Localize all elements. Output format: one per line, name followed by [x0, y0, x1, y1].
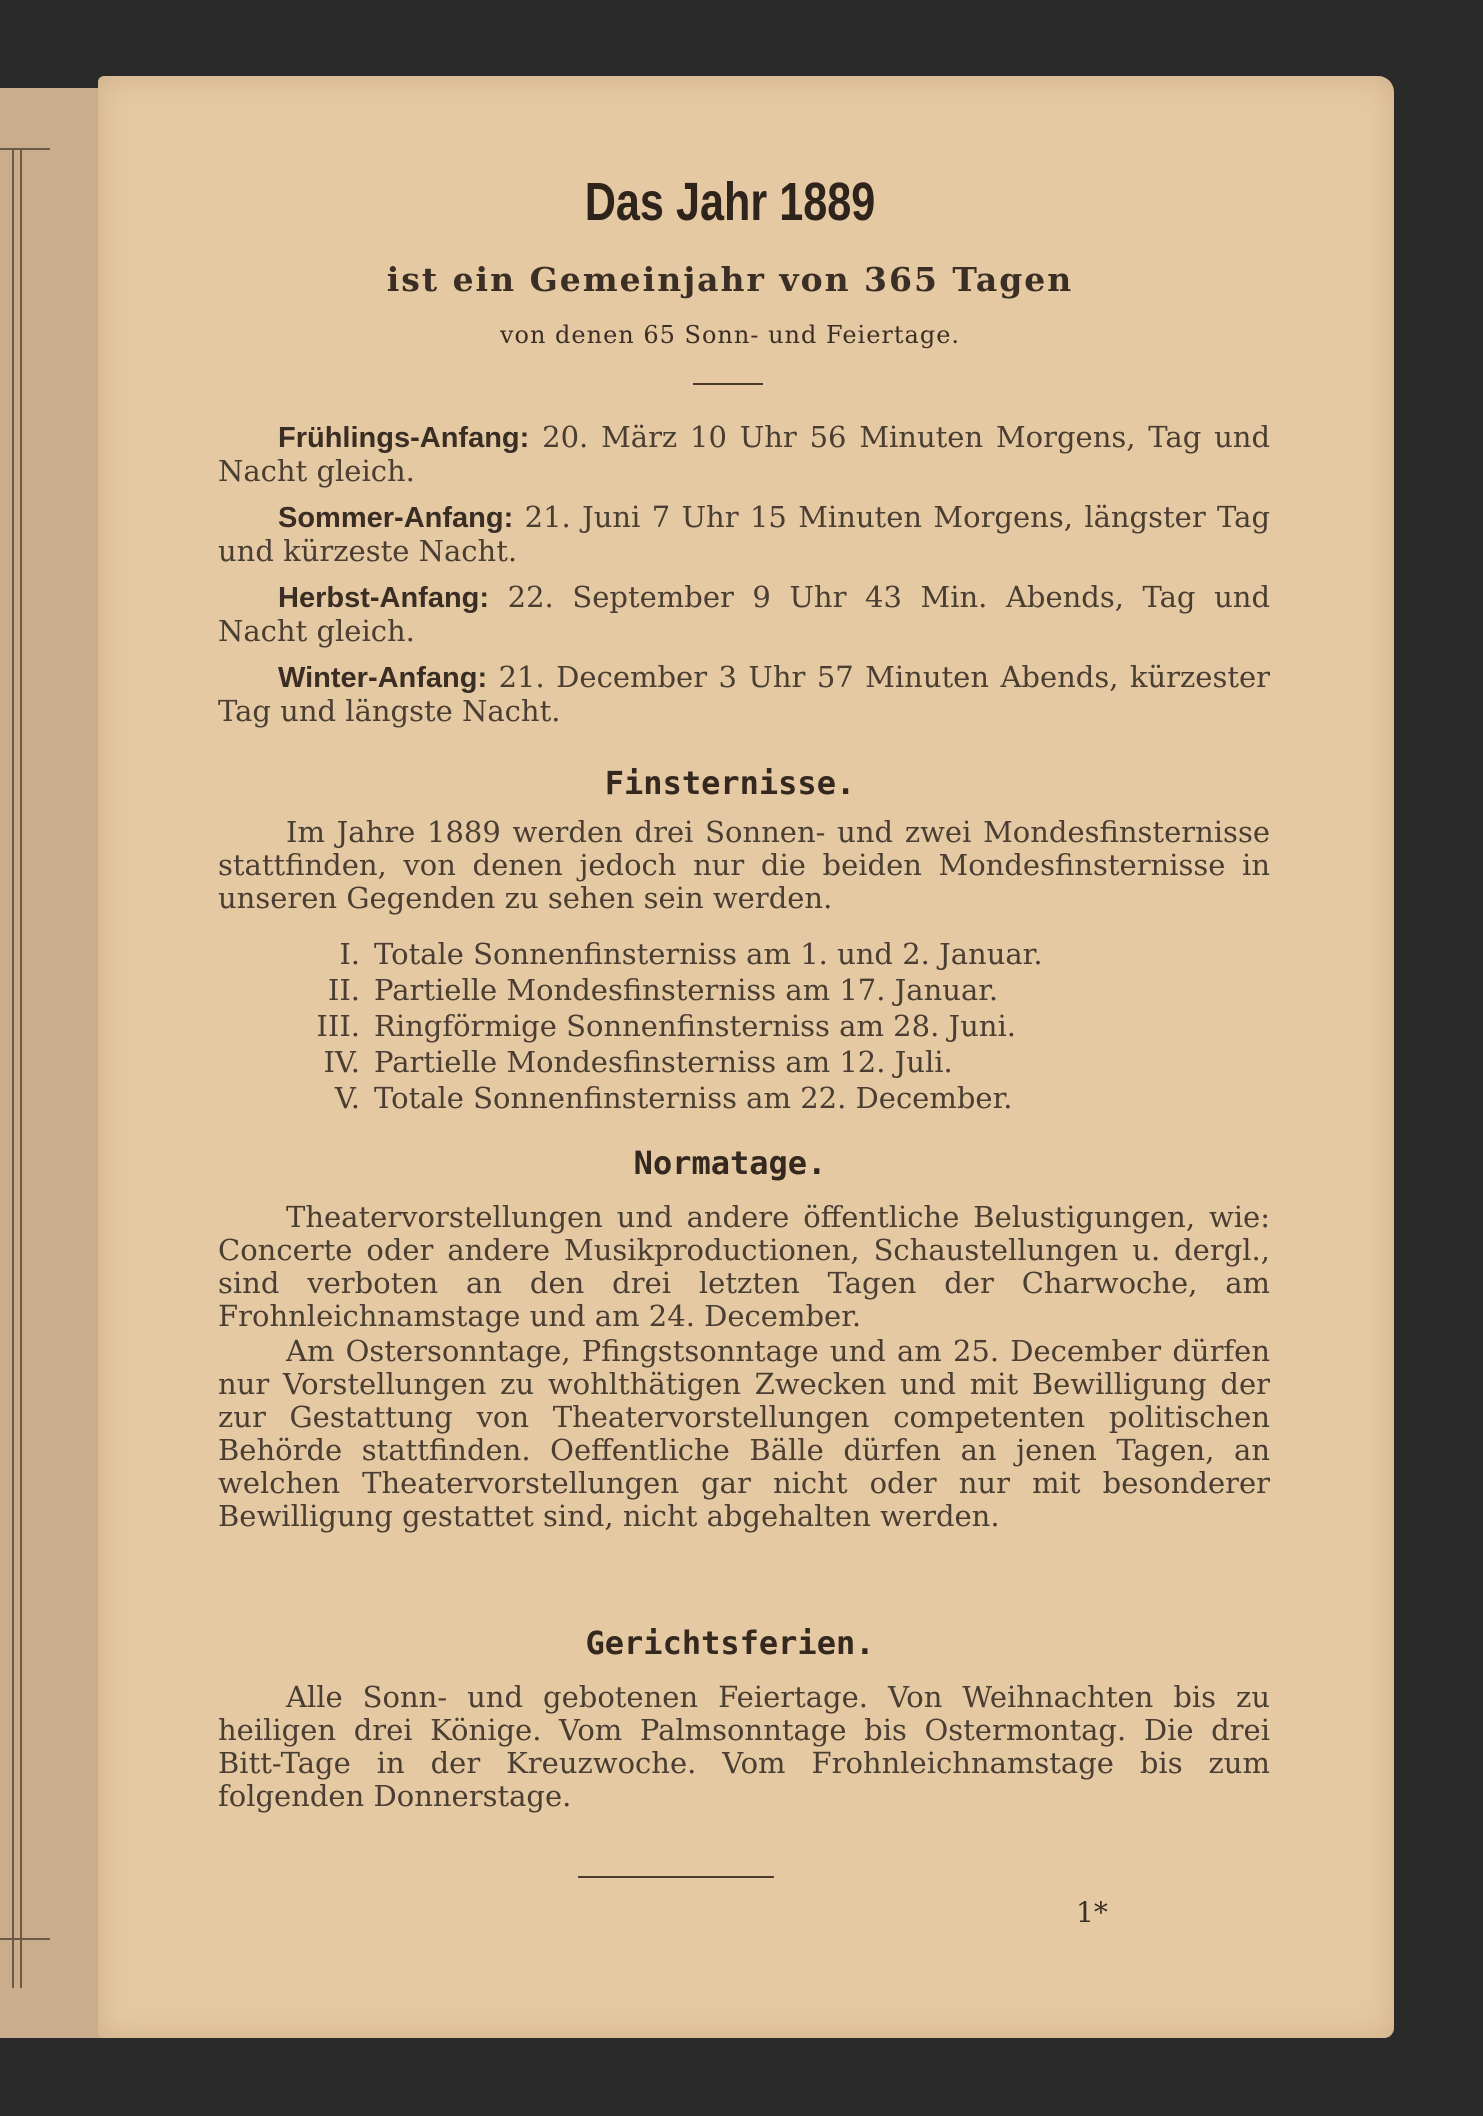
season-text: 21. Juni 7 Uhr 15 Minuten Morgens, längster Tag und kürzeste Nacht. — [218, 500, 1271, 568]
season-winter — [218, 661, 1270, 728]
normatage-paragraph-1: Theatervorstellungen und andere öffentliche Belustigungen, wie: Concerte oder andere Musikproductionen, Schaustellungen u. dergl., sind verboten an den drei letzten Tagen der Charwoche, am Frohnleichnamstage und am 24. December. — [218, 1200, 1270, 1333]
season-label: Frühlings-Anfang: — [278, 422, 530, 454]
list-item: V. Totale Sonnenfinsterniss am 22. December. — [334, 1081, 1013, 1115]
border-rule — [20, 148, 22, 1988]
season-text: 20. März 10 Uhr 56 Minuten Morgens, Tag und Nacht gleich. — [218, 420, 1271, 488]
list-item: III. Ringförmige Sonnenfinsterniss am 28. Juni. — [316, 1009, 1016, 1043]
eclipse-list — [296, 936, 1196, 1116]
season-text: 21. December 3 Uhr 57 Minuten Abends, kürzester Tag und längste Nacht. — [218, 660, 1271, 728]
season-label: Winter-Anfang: — [278, 662, 488, 694]
separator — [693, 383, 763, 385]
subtitle: ist ein Gemeinjahr von 365 Tagen — [386, 260, 1074, 299]
border-tick — [0, 148, 50, 150]
list-item: IV. Partielle Mondesfinsterniss am 12. Juli. — [323, 1045, 953, 1079]
subtitle-secondary: von denen 65 Sonn- und Feiertage. — [499, 321, 961, 349]
normatage-paragraph-2: Am Ostersonntage, Pfingstsonntage und am 25. December dürfen nur Vorstellungen zu wohlthätigen Zwecken und mit Bewilligung der zur Gestattung von Theatervorstellungen competenten politischen Behörde stattfinden. Oeffentliche Bälle dürfen an jenen Tagen, an welchen Theatervorstellungen gar nicht oder nur mit besonderer Bewilligung gestattet sind, nicht abgehalten werden. — [218, 1334, 1270, 1533]
season-label: Herbst-Anfang: — [278, 582, 490, 614]
season-label: Sommer-Anfang: — [278, 502, 514, 534]
finsternisse-intro: Im Jahre 1889 werden drei Sonnen- und zwei Mondesfinsternisse stattfinden, von denen jedoch nur die beiden Mondesfinsternisse in unseren Gegenden zu sehen sein werden. — [218, 815, 1270, 915]
page-number: 1* — [1076, 1896, 1108, 1929]
list-item: II. Partielle Mondesfinsterniss am 17. Januar. — [327, 973, 999, 1007]
page-title: Das Jahr 1889 — [584, 172, 876, 232]
season-spring — [218, 421, 1270, 488]
season-autumn — [218, 581, 1270, 648]
season-text: 22. September 9 Uhr 43 Min. Abends, Tag und Nacht gleich. — [218, 580, 1271, 648]
heading-gerichtsferien: Gerichtsferien. — [585, 1624, 875, 1662]
list-item: I. Totale Sonnenfinsterniss am 1. und 2. Januar. — [339, 937, 1043, 971]
heading-normatage: Normatage. — [633, 1144, 827, 1182]
border-tick — [0, 1938, 50, 1940]
gerichtsferien-paragraph: Alle Sonn- und gebotenen Feiertage. Von Weihnachten bis zu heiligen drei Könige. Vom Palmsonntage bis Ostermontag. Die drei Bitt-Tage in der Kreuzwoche. Vom Frohnleichnamstage bis zum folgenden Donnerstage. — [218, 1680, 1270, 1813]
book-page — [98, 76, 1394, 2038]
heading-finsternisse: Finsternisse. — [604, 764, 856, 802]
left-page-edge — [0, 88, 108, 2038]
separator — [578, 1876, 774, 1878]
border-rule — [12, 148, 14, 1988]
season-summer — [218, 501, 1270, 568]
